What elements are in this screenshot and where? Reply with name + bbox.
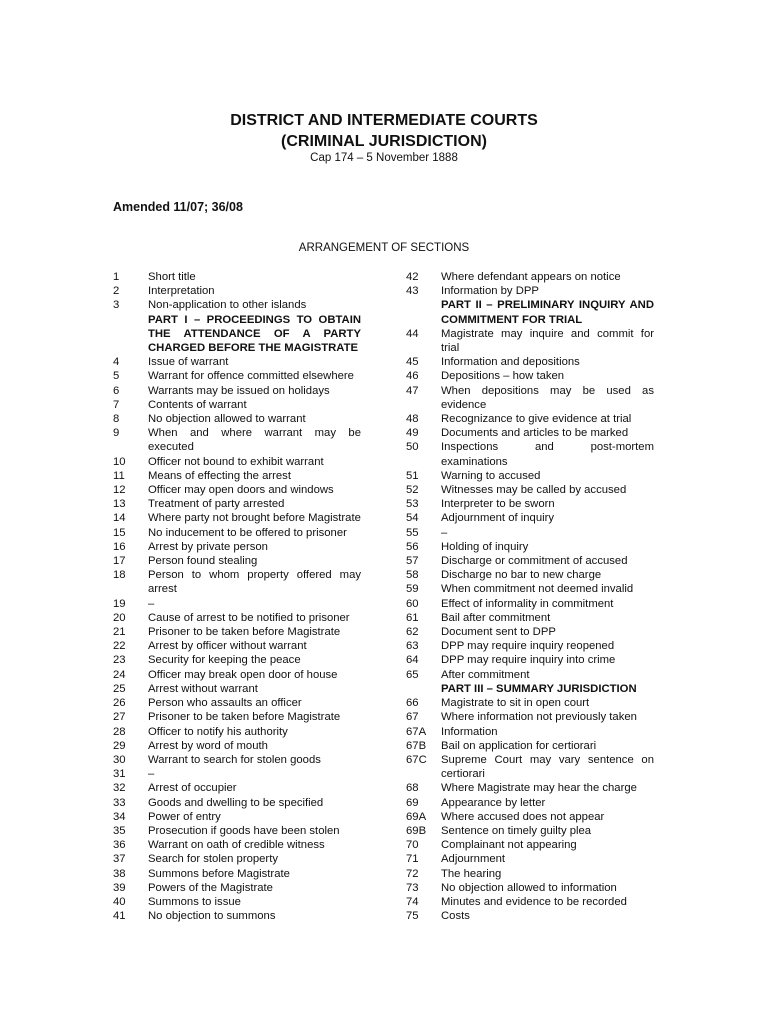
section-number: 3: [113, 299, 120, 312]
part-heading: [113, 313, 363, 356]
section-title: Document sent to DPP: [441, 626, 556, 639]
section-row: [406, 469, 656, 483]
section-row: [113, 554, 363, 568]
chapter-reference: Cap 174 – 5 November 1888: [310, 152, 458, 164]
section-number: 60: [406, 597, 419, 610]
section-number: 59: [406, 583, 419, 596]
section-number: 15: [113, 526, 126, 539]
section-number: 5: [113, 370, 120, 383]
section-row: [406, 625, 656, 639]
section-row: [406, 781, 656, 795]
section-row: [113, 838, 363, 852]
section-title: Bail after commitment: [441, 611, 551, 624]
section-row: [406, 824, 656, 838]
section-number: 10: [113, 455, 126, 468]
section-number: 28: [113, 725, 126, 738]
document-title: DISTRICT AND INTERMEDIATE COURTS: [230, 112, 538, 129]
section-title: Person who assaults an officer: [148, 697, 302, 710]
section-title: Warrants may be issued on holidays: [148, 384, 330, 397]
section-number: 58: [406, 569, 419, 582]
section-number: 22: [113, 640, 126, 653]
section-number: 57: [406, 555, 419, 568]
section-number: 48: [406, 413, 419, 426]
section-row: [406, 909, 656, 923]
section-row: [406, 852, 656, 866]
section-number: 11: [113, 469, 125, 482]
section-row: [406, 753, 656, 781]
section-title: No objection to summons: [148, 910, 276, 923]
section-title: Effect of informality in commitment: [441, 597, 614, 610]
section-number: 1: [113, 271, 120, 283]
section-title: Arrest by word of mouth: [148, 739, 268, 752]
section-title: Discharge no bar to new charge: [441, 569, 602, 582]
section-title: No objection allowed to information: [441, 881, 617, 894]
section-number: 45: [406, 356, 419, 369]
section-row: [406, 497, 656, 511]
section-title: Adjournment of inquiry: [441, 512, 555, 525]
section-row: [113, 412, 363, 426]
section-title: –: [441, 526, 448, 539]
section-title: Arrest by officer without warrant: [148, 640, 307, 653]
section-title: Officer may break open door of house: [148, 668, 338, 681]
section-number: 63: [406, 640, 419, 653]
section-number: 26: [113, 697, 126, 710]
section-row: [406, 270, 656, 284]
section-row: [406, 653, 656, 667]
section-number: 30: [113, 753, 126, 766]
part-title: PART I – PROCEEDINGS TO OBTAIN THE ATTENDANCE OF A PARTY CHARGED BEFORE THE MAGISTRATE: [148, 313, 361, 355]
part-title: PART III – SUMMARY JURISDICTION: [441, 682, 637, 695]
section-number: 19: [113, 597, 126, 610]
section-number: 31: [113, 768, 126, 781]
section-number: 7: [113, 398, 120, 411]
section-row: [406, 739, 656, 753]
section-row: [406, 440, 656, 468]
section-number: 32: [113, 782, 126, 795]
section-title: Information and depositions: [441, 356, 580, 369]
section-row: [113, 497, 363, 511]
section-number: 75: [406, 910, 419, 923]
section-title: Interpretation: [148, 285, 215, 298]
section-title: Prosecution if goods have been stolen: [148, 824, 340, 837]
section-row: [406, 639, 656, 653]
section-row: [406, 881, 656, 895]
section-number: [406, 682, 441, 696]
section-row: [113, 852, 363, 866]
section-row: [406, 597, 656, 611]
section-row: [113, 483, 363, 497]
section-title: Arrest by private person: [148, 540, 268, 553]
section-title: Treatment of party arrested: [148, 498, 285, 511]
section-number: 71: [406, 853, 419, 866]
section-row: [113, 469, 363, 483]
section-row: [113, 597, 363, 611]
section-title: Summons to issue: [148, 895, 241, 908]
section-title: Means of effecting the arrest: [148, 469, 291, 482]
section-number: 69B: [406, 824, 427, 837]
sections-right-column: [406, 270, 656, 923]
section-row: [406, 867, 656, 881]
section-row: [113, 881, 363, 895]
section-title: Depositions – how taken: [441, 370, 565, 383]
section-number: 67: [406, 711, 419, 724]
section-number: 50: [406, 441, 419, 454]
section-number: 51: [406, 469, 419, 482]
section-row: [113, 511, 363, 525]
section-title: No objection allowed to warrant: [148, 413, 306, 426]
section-number: 29: [113, 739, 126, 752]
section-number: 62: [406, 626, 419, 639]
section-row: [406, 526, 656, 540]
section-title: Prisoner to be taken before Magistrate: [148, 711, 341, 724]
section-number: 8: [113, 413, 120, 426]
section-title: Appearance by letter: [441, 796, 546, 809]
section-row: [113, 867, 363, 881]
section-title: Person found stealing: [148, 555, 258, 568]
section-row: [113, 284, 363, 298]
section-number: 40: [113, 895, 126, 908]
section-row: [113, 739, 363, 753]
section-title: Holding of inquiry: [441, 540, 529, 553]
section-row: [406, 384, 656, 412]
section-number: 20: [113, 611, 126, 624]
section-row: [406, 369, 656, 383]
section-row: [113, 384, 363, 398]
section-number: 42: [406, 271, 419, 283]
section-title: DPP may require inquiry reopened: [441, 640, 615, 653]
section-title: Recognizance to give evidence at trial: [441, 413, 632, 426]
section-title: Warrant for offence committed elsewhere: [148, 370, 354, 383]
section-row: [113, 710, 363, 724]
section-title: Officer not bound to exhibit warrant: [148, 455, 324, 468]
section-number: 35: [113, 824, 126, 837]
section-title: Information: [441, 725, 498, 738]
section-number: 56: [406, 540, 419, 553]
section-row: [113, 369, 363, 383]
section-number: 34: [113, 810, 126, 823]
section-title: Powers of the Magistrate: [148, 881, 273, 894]
section-title: Warrant to search for stolen goods: [148, 753, 321, 766]
section-row: [406, 426, 656, 440]
section-number: 6: [113, 384, 120, 397]
section-number: 64: [406, 654, 419, 667]
section-number: 61: [406, 611, 419, 624]
section-title: Sentence on timely guilty plea: [441, 824, 592, 837]
section-row: [113, 455, 363, 469]
section-title: Documents and articles to be marked: [441, 427, 629, 440]
section-title: Information by DPP: [441, 285, 539, 298]
section-number: 39: [113, 881, 126, 894]
section-row: [406, 284, 656, 298]
section-number: 9: [113, 427, 120, 440]
section-number: 24: [113, 668, 126, 681]
section-row: [406, 511, 656, 525]
section-title: When commitment not deemed invalid: [441, 583, 634, 596]
section-number: 67C: [406, 753, 427, 766]
section-row: [406, 668, 656, 682]
section-title: Cause of arrest to be notified to prisoner: [148, 611, 350, 624]
section-title: Non-application to other islands: [148, 299, 307, 312]
section-row: [406, 796, 656, 810]
amendment-note: Amended 11/07; 36/08: [113, 200, 243, 214]
section-number: 27: [113, 711, 126, 724]
section-number: 16: [113, 540, 126, 553]
section-row: [406, 710, 656, 724]
section-row: [113, 810, 363, 824]
section-number: 41: [113, 910, 126, 923]
section-number: 70: [406, 839, 419, 852]
section-row: [113, 639, 363, 653]
section-row: [406, 412, 656, 426]
section-row: [113, 653, 363, 667]
section-title: Arrest of occupier: [148, 782, 237, 795]
part-title: PART II – PRELIMINARY INQUIRY AND COMMITMENT FOR TRIAL: [441, 299, 654, 326]
section-row: [406, 838, 656, 852]
section-row: [406, 725, 656, 739]
section-number: 49: [406, 427, 419, 440]
section-number: 18: [113, 569, 126, 582]
section-row: [113, 625, 363, 639]
section-number: 36: [113, 839, 126, 852]
section-number: 67B: [406, 739, 427, 752]
section-title: Person to whom property offered may arrest: [148, 569, 361, 596]
section-number: [406, 298, 441, 326]
section-title: Where party not brought before Magistrate: [148, 512, 361, 525]
section-title: Adjournment: [441, 853, 506, 866]
section-title: DPP may require inquiry into crime: [441, 654, 616, 667]
section-title: When depositions may be used as evidence: [441, 384, 654, 411]
section-title: Goods and dwelling to be specified: [148, 796, 324, 809]
section-number: 33: [113, 796, 126, 809]
section-number: 67A: [406, 725, 427, 738]
section-title: Bail on application for certiorari: [441, 739, 597, 752]
section-row: [406, 327, 656, 355]
section-number: 13: [113, 498, 126, 511]
section-row: [406, 810, 656, 824]
section-row: [406, 568, 656, 582]
document-subtitle: (CRIMINAL JURISDICTION): [281, 133, 487, 150]
section-title: Warning to accused: [441, 469, 541, 482]
section-title: Prisoner to be taken before Magistrate: [148, 626, 341, 639]
section-row: [113, 298, 363, 312]
section-number: 47: [406, 384, 419, 397]
section-row: [113, 270, 363, 284]
section-title: Power of entry: [148, 810, 221, 823]
section-number: 46: [406, 370, 419, 383]
section-title: Where information not previously taken: [441, 711, 637, 724]
section-number: 44: [406, 327, 419, 340]
section-row: [113, 753, 363, 767]
section-title: Where Magistrate may hear the charge: [441, 782, 637, 795]
section-title: Short title: [148, 271, 196, 283]
section-number: 69: [406, 796, 419, 809]
section-title: Interpreter to be sworn: [441, 498, 555, 511]
section-heading: ARRANGEMENT OF SECTIONS: [298, 242, 470, 254]
section-row: [113, 540, 363, 554]
section-title: Where defendant appears on notice: [441, 271, 621, 283]
section-title: Summons before Magistrate: [148, 867, 290, 880]
section-number: 72: [406, 867, 419, 880]
section-number: 74: [406, 895, 419, 908]
section-title: Magistrate to sit in open court: [441, 697, 590, 710]
section-row: [113, 682, 363, 696]
section-number: 54: [406, 512, 419, 525]
section-row: [113, 568, 363, 596]
section-row: [113, 355, 363, 369]
section-title: No inducement to be offered to prisoner: [148, 526, 347, 539]
section-title: Supreme Court may vary sentence on certiorari: [441, 753, 654, 781]
section-number: 25: [113, 682, 126, 695]
section-row: [406, 540, 656, 554]
sections-left-column: [113, 270, 363, 923]
section-title: Inspections and post-mortem examinations: [441, 441, 654, 468]
section-number: 21: [113, 626, 126, 639]
section-title: Officer to notify his authority: [148, 725, 288, 738]
section-number: 17: [113, 555, 126, 568]
section-row: [406, 582, 656, 596]
section-title: Issue of warrant: [148, 356, 229, 369]
section-title: Where accused does not appear: [441, 810, 605, 823]
section-number: 2: [113, 285, 120, 298]
section-title: Discharge or commitment of accused: [441, 555, 628, 568]
section-title: Contents of warrant: [148, 398, 247, 411]
section-row: [113, 398, 363, 412]
section-row: [406, 355, 656, 369]
section-title: Search for stolen property: [148, 853, 278, 866]
section-row: [113, 426, 363, 454]
section-row: [406, 554, 656, 568]
section-title: Officer may open doors and windows: [148, 484, 334, 497]
section-number: 14: [113, 512, 126, 525]
section-title: Security for keeping the peace: [148, 654, 301, 667]
section-number: 4: [113, 356, 120, 369]
section-number: 55: [406, 526, 419, 539]
section-row: [113, 767, 363, 781]
section-row: [113, 781, 363, 795]
section-number: 43: [406, 285, 419, 298]
section-title: The hearing: [441, 867, 502, 880]
section-title: After commitment: [441, 668, 530, 681]
part-heading: [406, 682, 656, 696]
section-row: [113, 696, 363, 710]
section-title: Arrest without warrant: [148, 682, 258, 695]
section-row: [113, 909, 363, 923]
section-title: –: [148, 768, 155, 781]
section-title: Warrant on oath of credible witness: [148, 839, 325, 852]
section-row: [406, 895, 656, 909]
section-row: [406, 696, 656, 710]
section-number: 23: [113, 654, 126, 667]
section-row: [113, 611, 363, 625]
section-row: [406, 483, 656, 497]
section-title: Witnesses may be called by accused: [441, 484, 627, 497]
section-row: [113, 668, 363, 682]
section-title: Magistrate may inquire and commit for trial: [441, 327, 654, 355]
section-title: –: [148, 597, 155, 610]
section-title: When and where warrant may be executed: [148, 427, 361, 454]
section-row: [113, 824, 363, 838]
section-number: 69A: [406, 810, 427, 823]
section-number: 53: [406, 498, 419, 511]
section-title: Costs: [441, 910, 470, 923]
section-row: [113, 895, 363, 909]
section-title: Minutes and evidence to be recorded: [441, 895, 627, 908]
section-number: 65: [406, 668, 419, 681]
section-number: 52: [406, 484, 419, 497]
section-number: 37: [113, 853, 126, 866]
section-number: 12: [113, 484, 126, 497]
section-number: [113, 313, 148, 356]
section-number: 66: [406, 697, 419, 710]
part-heading: [406, 298, 656, 326]
section-number: 68: [406, 782, 419, 795]
section-row: [113, 796, 363, 810]
section-number: 38: [113, 867, 126, 880]
section-row: [406, 611, 656, 625]
section-title: Complainant not appearing: [441, 839, 577, 852]
section-row: [113, 725, 363, 739]
section-row: [113, 526, 363, 540]
section-number: 73: [406, 881, 419, 894]
